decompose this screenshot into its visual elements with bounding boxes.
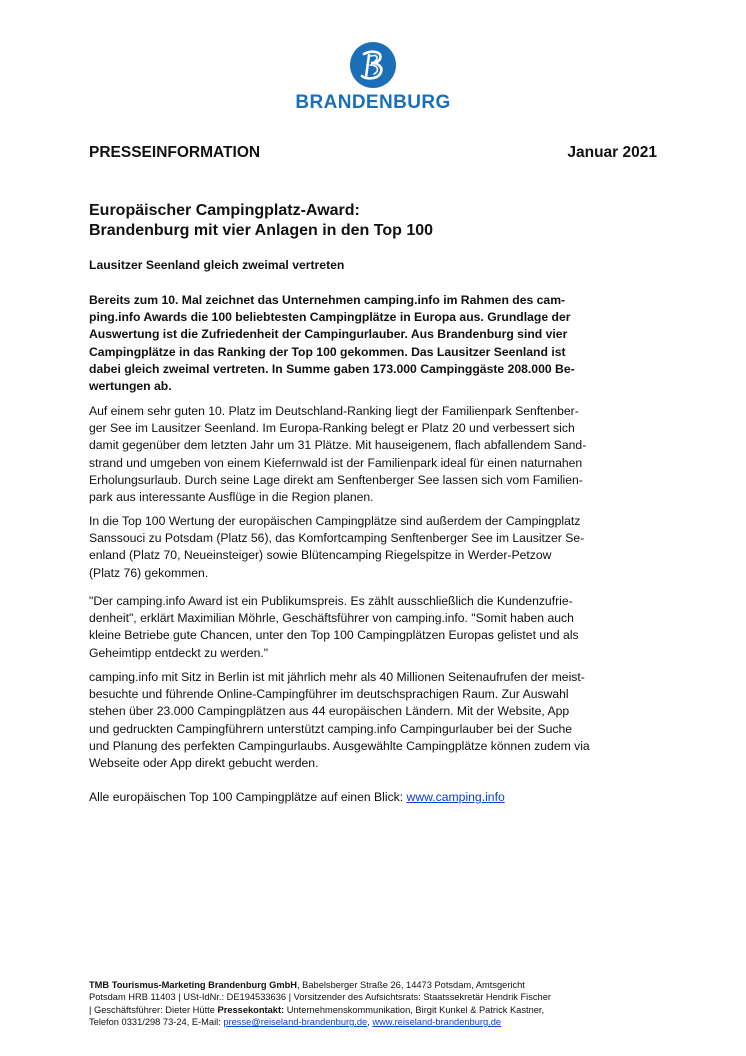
footer-management: | Geschäftsführer: Dieter Hütte <box>89 1004 218 1015</box>
paragraph-line: strand und umgeben von einem Kiefernwald ist der Familienpark ideal für einen naturnahen <box>89 455 583 470</box>
footer-line-1 <box>89 979 689 991</box>
headline-line-1: Europäischer Campingplatz-Award: <box>89 202 360 219</box>
paragraph-line: enland (Platz 70, Neueinsteiger) sowie Blütencamping Riegelspitze in Werder-Petzow <box>89 548 552 563</box>
paragraph-line: "Der camping.info Award ist ein Publikumspreis. Es zählt ausschließlich die Kundenzufrie- <box>89 594 573 608</box>
footer-company: TMB Tourismus-Marketing Brandenburg GmbH <box>89 980 297 990</box>
body-paragraph-1 <box>89 403 669 506</box>
paragraph-line: Erholungsurlaub. Durch seine Lage direkt am Senftenberger See lassen sich vom Familien- <box>89 472 583 487</box>
lead-line: ping.info Awards die 100 beliebtesten Campingplätze in Europa aus. Grundlage der <box>89 310 571 325</box>
lead-line: wertungen ab. <box>89 379 172 394</box>
lead-line: Bereits zum 10. Mal zeichnet das Unternehmen camping.info im Rahmen des cam- <box>89 293 566 307</box>
paragraph-line: Geheimtipp entdeckt zu werden." <box>89 645 269 660</box>
footer-line-4 <box>89 1016 689 1028</box>
brand-wordmark: BRANDENBURG <box>295 92 451 113</box>
footer-address: , Babelsberger Straße 26, 14473 Potsdam, Amtsgericht <box>296 980 525 990</box>
footer <box>89 979 689 1028</box>
footer-website-link[interactable]: www.reiseland-brandenburg.de <box>372 1016 502 1027</box>
paragraph-line: Auf einem sehr guten 10. Platz im Deutschland-Ranking liegt der Familienpark Senftenber- <box>89 404 579 418</box>
paragraph-line: Sanssouci zu Potsdam (Platz 56), das Komfortcamping Senftenberger See im Lausitzer Se- <box>89 531 585 546</box>
footer-phone: Telefon 0331/298 73-24, E-Mail: <box>89 1016 224 1027</box>
paragraph-line: Webseite oder App direkt gebucht werden. <box>89 756 319 771</box>
press-header <box>89 144 657 164</box>
paragraph-line: park aus interessante Ausflüge in die Region planen. <box>89 490 374 505</box>
press-date: Januar 2021 <box>567 144 657 161</box>
paragraph-line: camping.info mit Sitz in Berlin ist mit jährlich mehr als 40 Millionen Seitenaufrufen der meist- <box>89 670 585 684</box>
body-paragraph-4 <box>89 669 669 772</box>
paragraph-line: kleine Betriebe gute Chancen, unter den Top 100 Campingplätzen Europas gelistet und als <box>89 628 579 643</box>
paragraph-line: denheit", erklärt Maximilian Möhrle, Geschäftsführer von camping.info. "Somit haben auch <box>89 611 574 626</box>
quote-paragraph <box>89 593 669 662</box>
footer-line-2: Potsdam HRB 11403 | USt-IdNr.: DE194533636 | Vorsitzender des Aufsichtsrats: Staatssekretär Hendrik Fischer <box>89 992 551 1003</box>
brandenburg-logo <box>290 41 456 114</box>
paragraph-line: ger See im Lausitzer Seenland. Im Europa-Ranking belegt er Platz 20 und verbessert sich <box>89 421 575 436</box>
closing-text: Alle europäischen Top 100 Campingplätze auf einen Blick: <box>89 790 407 804</box>
press-label: PRESSEINFORMATION <box>89 144 261 161</box>
paragraph-line: und Planung des perfekten Campingurlaubs. Ausgewählte Campingplätze können zudem via <box>89 738 590 753</box>
lead-paragraph <box>89 292 669 395</box>
brandenburg-monogram-icon <box>349 41 397 89</box>
footer-separator: , <box>367 1016 373 1027</box>
lead-line: Campingplätze in das Ranking der Top 100 gekommen. Das Lausitzer Seenland ist <box>89 344 566 359</box>
lead-line: Auswertung ist die Zufriedenheit der Campingurlauber. Aus Brandenburg sind vier <box>89 327 568 342</box>
footer-press-label: Pressekontakt: <box>217 1004 285 1015</box>
body-paragraph-2 <box>89 513 669 582</box>
subheadline: Lausitzer Seenland gleich zweimal vertreten <box>89 258 345 272</box>
paragraph-line: stehen über 23.000 Campingplätzen aus 44 europäischen Ländern. Mit der Website, App <box>89 704 570 719</box>
closing-line <box>89 789 669 806</box>
paragraph-line: In die Top 100 Wertung der europäischen Campingplätze sind außerdem der Campingplatz <box>89 514 581 528</box>
paragraph-line: (Platz 76) gekommen. <box>89 565 209 580</box>
paragraph-line: damit gegenüber dem letzten Jahr um 31 Plätze. Mit hauseigenem, flach abfallendem Sand- <box>89 438 587 453</box>
paragraph-line: und gedruckten Campingführern unterstützt camping.info Campingurlauber bei der Suche <box>89 721 573 736</box>
paragraph-line: besuchte und führende Online-Campingführer im deutschsprachigen Raum. Zur Auswahl <box>89 687 569 702</box>
lead-line: dabei gleich zweimal vertreten. In Summe gaben 173.000 Campinggäste 208.000 Be- <box>89 361 575 376</box>
headline-line-2: Brandenburg mit vier Anlagen in den Top 100 <box>89 222 434 239</box>
footer-line-3 <box>89 1004 689 1016</box>
footer-email-link[interactable]: presse@reiseland-brandenburg.de <box>223 1016 368 1027</box>
headline <box>89 201 669 241</box>
camping-info-link[interactable]: www.camping.info <box>406 790 505 804</box>
footer-press-contacts: Unternehmenskommunikation, Birgit Kunkel & Patrick Kastner, <box>284 1004 545 1015</box>
